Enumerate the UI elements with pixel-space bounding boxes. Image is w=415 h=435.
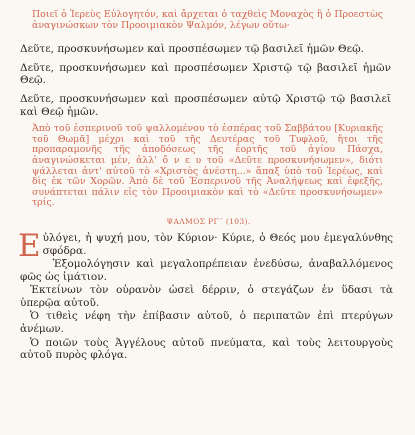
psalm-line-4: Ὁ τιθεὶς νέφη τὴν ἐπίβασιν αὐτοῦ, ὁ περιπατῶν ἐπὶ πτερύγων ἀνέμων. bbox=[20, 310, 393, 336]
psalm-line-1-text: ὐλόγει, ἡ ψυχή μου, τὸν Κύριον· Κύριε, ὁ Θεός μου ἐμεγαλύνθης σφόδρα. bbox=[42, 231, 393, 257]
verse-3: Δεῦτε, προσκυνήσωμεν καὶ προσπέσωμεν αὐτῷ Χριστῷ τῷ βασιλεῖ καὶ Θεῷ ἡμῶν. bbox=[20, 92, 391, 118]
rubric-intro: Ποιεῖ ὁ Ἱερεὺς Εὐλογητόν, καὶ ἄρχεται ὁ ταχθεὶς Μοναχὸς ἢ ὁ Προεστὼς ἀναγινώσκων τὸν Προοιμιακὸν Ψαλμόν, λέγων οὕτω· bbox=[32, 9, 383, 31]
psalm-line-3: Ἐκτείνων τὸν οὐρανὸν ὡσεὶ δέρριν, ὁ στεγάζων ἐν ὕδασι τὰ ὑπερῷα αὐτοῦ. bbox=[20, 284, 393, 309]
verse-2: Δεῦτε, προσκυνήσωμεν καὶ προσπέσωμεν Χριστῷ τῷ βασιλεῖ ἡμῶν Θεῷ. bbox=[20, 61, 391, 87]
drop-cap: Ε bbox=[18, 227, 41, 264]
rubric-note: Ἀπὸ τοῦ ἑσπερινοῦ τοῦ ψαλλομένου τὸ ἑσπέρας τοῦ Σαββάτου [Κυριακῆς τοῦ Θωμᾶ] μέχρι καὶ τοῦ τῆς Δευτέρας τοῦ Τυφλοῦ, ἤτοι τῆς προπαραμονῆς τῆς ἀποδόσεως τῆς ἑορτῆς τοῦ ἁγίου Πάσχα, ἀναγινώσκεται μέν, ἀλλ' ὄ ν ε υ τοῦ «Δεῦτε προσκυνήσωμεν», διότι ψάλλεται ἀντ' αὐτοῦ τὸ «Χριστὸς ἀνέστη...» ἅπαξ ὑπὸ τοῦ Ἱερέως, καὶ δὶς ἐκ τῶν Χορῶν. Ἀπὸ δὲ τοῦ Ἑσπερινοῦ τῆς Ἀναλήψεως καὶ ἐφεξῆς, συνάπτεται πάλιν εἰς τὸν Προοιμιακὸν καὶ τὸ «Δεῦτε προσκυνήσωμεν» τρίς. bbox=[32, 123, 383, 209]
verse-1: Δεῦτε, προσκυνήσωμεν καὶ προσπέσωμεν τῷ βασιλεῖ ἡμῶν Θεῷ. bbox=[20, 43, 364, 56]
psalm-title: ΨΑΛΜΟΣ ΡΓ΄ (103). bbox=[166, 216, 251, 226]
psalm-line-5: Ὁ ποιῶν τοὺς Ἀγγέλους αὐτοῦ πνεύματα, καὶ τοὺς λειτουργοὺς αὐτοῦ πυρὸς φλόγα. bbox=[20, 336, 393, 362]
psalm-line-1 bbox=[18, 227, 397, 264]
psalm-line-2: Ἐξομολόγησιν καὶ μεγαλοπρέπειαν ἐνεδύσω, ἀναβαλλόμενος φῶς ὡς ἱμάτιον. bbox=[20, 258, 393, 283]
psalm-text bbox=[18, 227, 397, 362]
